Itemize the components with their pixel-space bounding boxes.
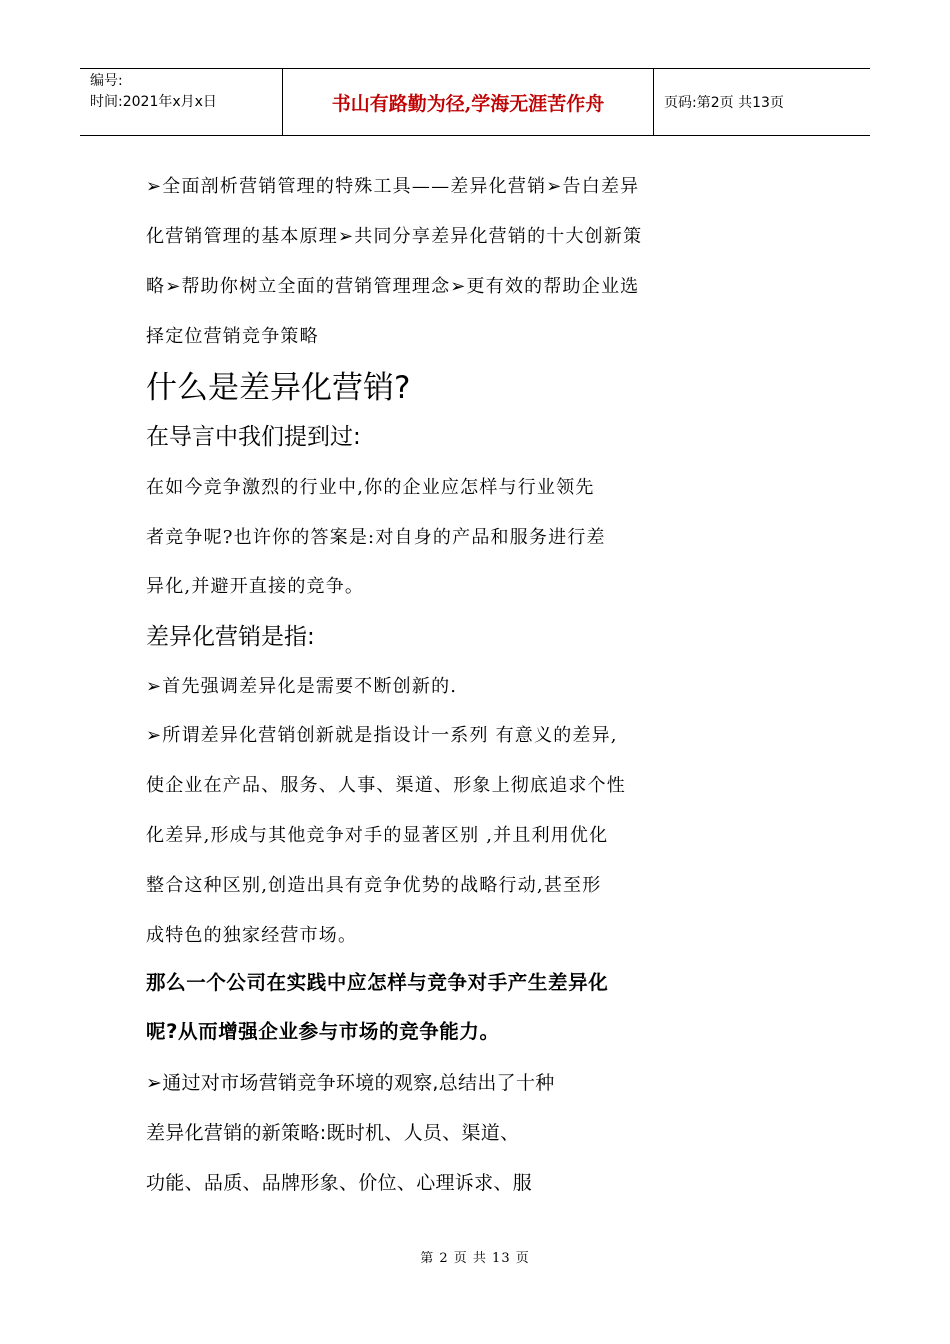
question-line: 那么一个公司在实践中应怎样与竞争对手产生差异化 [146, 971, 609, 994]
time-label: 时间:2021年x月x日 [90, 94, 217, 110]
heading-intro: 在导言中我们提到过: [146, 424, 361, 450]
summary-line: ➢通过对市场营销竞争环境的观察,总结出了十种 [146, 1072, 555, 1094]
question-line: 呢?从而增强企业参与市场的竞争能力。 [146, 1020, 500, 1043]
intro-line: 化营销管理的基本原理➢共同分享差异化营销的十大创新策 [146, 226, 643, 247]
quote-line: 异化,并避开直接的竞争。 [146, 576, 365, 597]
page-footer: 第 2 页 共 13 页 [420, 1251, 530, 1266]
definition-line: 使企业在产品、服务、人事、渠道、形象上彻底追求个性 [146, 775, 626, 796]
definition-line: 成特色的独家经营市场。 [146, 925, 358, 946]
definition-line: 整合这种区别,创造出具有竞争优势的战略行动,甚至形 [146, 875, 602, 896]
header-meta [80, 69, 282, 135]
quote-line: 者竞争呢?也许你的答案是:对自身的产品和服务进行差 [146, 527, 606, 548]
definition-line: ➢首先强调差异化是需要不断创新的. [146, 676, 458, 697]
quote-line: 在如今竞争激烈的行业中,你的企业应怎样与行业领先 [146, 477, 595, 498]
page-header [80, 68, 870, 136]
number-label: 编号: [90, 73, 123, 89]
summary-line: 差异化营销的新策略:既时机、人员、渠道、 [146, 1122, 520, 1144]
header-page-info: 页码:第2页 共13页 [664, 95, 784, 111]
definition-line: ➢所谓差异化营销创新就是指设计一系列 有意义的差异, [146, 725, 618, 746]
intro-line: ➢全面剖析营销管理的特殊工具——差异化营销➢告白差异 [146, 176, 640, 197]
heading-definition: 差异化营销是指: [146, 624, 315, 650]
intro-line: 择定位营销竞争策略 [146, 326, 319, 347]
intro-line: 略➢帮助你树立全面的营销管理理念➢更有效的帮助企业选 [146, 276, 640, 297]
heading-what-is: 什么是差异化营销? [146, 370, 411, 406]
definition-line: 化差异,形成与其他竞争对手的显著区别 ,并且利用优化 [146, 825, 609, 846]
summary-line: 功能、品质、品牌形象、价位、心理诉求、服 [146, 1172, 533, 1194]
header-motto: 书山有路勤为径,学海无涯苦作舟 [282, 69, 654, 135]
